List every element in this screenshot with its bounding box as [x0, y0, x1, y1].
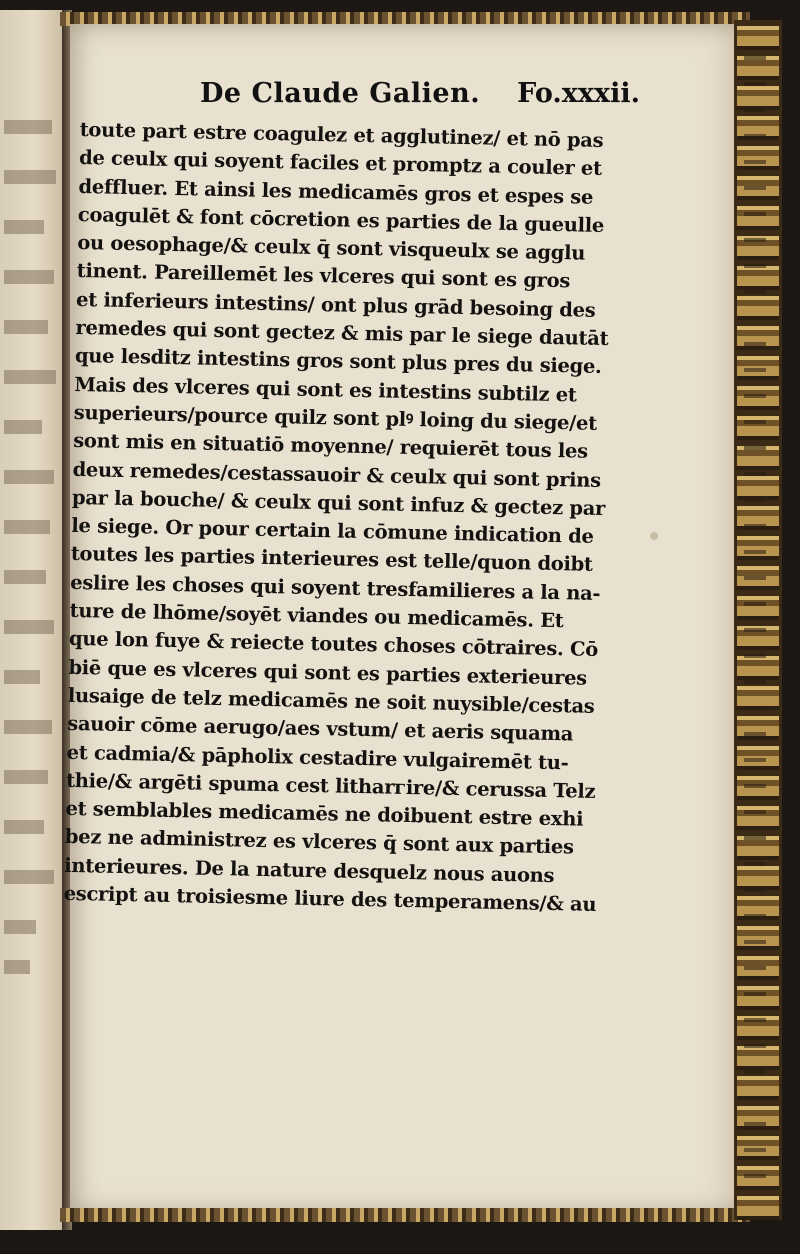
text-line: que lesditz intestins gros sont plus pres du siege. — [74, 344, 602, 379]
text-line: et cadmia/& pāpholix cestadire vulgairemēt tu- — [66, 740, 569, 774]
running-title: De Claude Galien. — [200, 78, 481, 109]
text-line: eslire les choses qui soyent tresfamilieres a la na- — [69, 570, 601, 605]
page-header — [200, 78, 640, 122]
text-line: bez ne administrez es vlceres q̄ sont aux parties — [64, 825, 574, 859]
text-line: et inferieurs intestins/ ont plus grād besoing des — [75, 287, 596, 322]
text-line: que lon fuye & reiecte toutes choses cōtraires. Cō — [68, 627, 599, 662]
text-line: le siege. Or pour certain la cōmune indication de — [71, 514, 594, 549]
text-line: par la bouche/ & ceulx qui sont infuz & gectez par — [71, 485, 606, 520]
text-line: deux remedes/cestassauoir & ceulx qui sont prins — [72, 457, 602, 492]
text-line: de ceulx qui soyent faciles et promptz a couler et — [78, 146, 602, 181]
text-line: deffluer. Et ainsi les medicamēs gros et espes se — [78, 174, 594, 209]
text-line: escript au troisiesme liure des temperamens/& au — [63, 881, 597, 916]
paper-spot — [650, 532, 658, 540]
text-line: sont mis en situatiō moyenne/ requierēt tous les — [72, 429, 589, 463]
body-text — [63, 116, 639, 920]
text-line: ture de lhōme/soyēt viandes ou medicamēs. Et — [69, 598, 564, 633]
text-line: lusaige de telz medicamēs ne soit nuysible/cestas — [67, 683, 595, 718]
text-line: thie/& argēti spuma cest litharгire/& cerussa Telz — [65, 768, 596, 803]
text-line: remedes qui sont gectez & mis par le siege dautāt — [75, 316, 609, 351]
text-line: biē que es vlceres qui sont es parties exterieures — [68, 655, 588, 690]
text-line: tinent. Pareillemēt les vlceres qui sont es gros — [76, 259, 571, 293]
text-line: coagulēt & font cōcretion es parties de la gueulle — [77, 202, 605, 237]
text-line: superieurs/pource quilz sont plꝰ loing du siege/et — [73, 400, 598, 435]
text-line: et semblables medicamēs ne doibuent estre exhi — [65, 796, 584, 831]
text-line: ou oesophage/& ceulx q̄ sont visqueulx se agglu — [77, 231, 586, 265]
text-line: sauoir cōme aerugo/aes vstum/ et aeris squama — [67, 712, 574, 746]
border-ornament-pattern — [744, 40, 766, 1200]
text-line: interieures. De la nature desquelz nous auons — [64, 853, 555, 887]
text-line: toute part estre coagulez et agglutinez/ et nō pas — [79, 117, 604, 152]
text-line: Mais des vlceres qui sont es intestins subtilz et — [74, 372, 577, 407]
folio-number: Fo.xxxii. — [517, 78, 640, 109]
facing-page-edge — [0, 10, 64, 1230]
text-line: toutes les parties interieures est telle/quon doibt — [70, 542, 593, 577]
decorative-border-bottom — [60, 1208, 750, 1222]
